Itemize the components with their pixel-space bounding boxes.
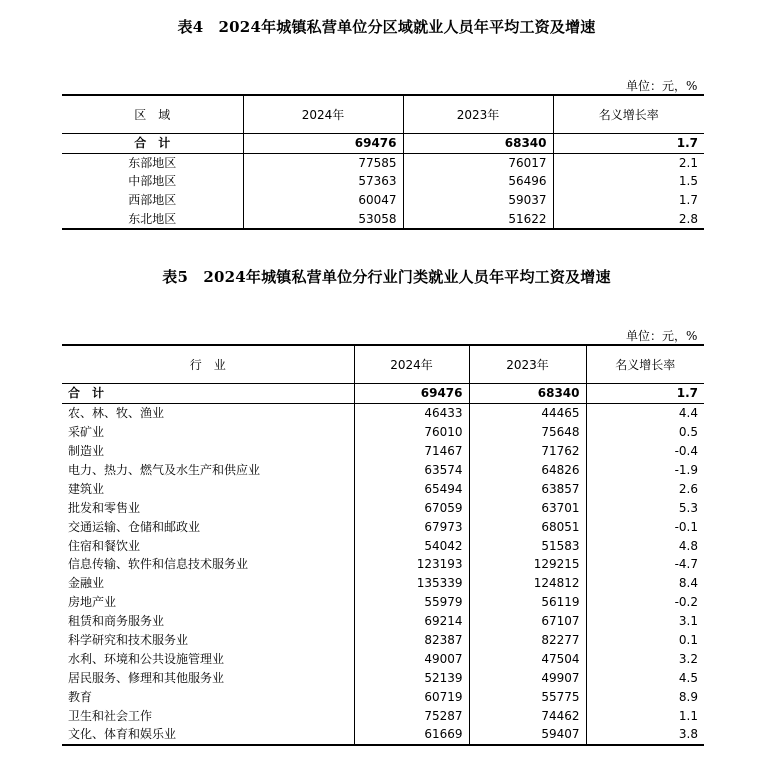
table5-header-2024: 2024年 — [354, 345, 469, 384]
table5-cell-2024: 67973 — [354, 517, 469, 536]
table4-cell-2024: 53058 — [243, 209, 403, 229]
table5-cell-growth: 8.9 — [586, 687, 704, 706]
table5-cell-2024: 135339 — [354, 574, 469, 593]
table4-cell-2023: 68340 — [403, 134, 553, 154]
table5-title: 表5 2024年城镇私营单位分行业门类就业人员年平均工资及增速 — [162, 268, 611, 286]
table5-cell-2023: 124812 — [469, 574, 586, 593]
table4-header-region: 区 域 — [62, 95, 243, 134]
table5-row — [62, 687, 704, 706]
table5-cell-2023: 67107 — [469, 612, 586, 631]
table5-industry-wages — [62, 344, 704, 746]
table5-row — [62, 706, 704, 725]
table4-header-growth: 名义增长率 — [553, 95, 704, 134]
table5-cell-2024: 46433 — [354, 403, 469, 422]
table5-cell-2023: 49907 — [469, 668, 586, 687]
table5-cell-growth: -4.7 — [586, 555, 704, 574]
table4-cell-2024: 77585 — [243, 153, 403, 172]
table5-cell-label: 卫生和社会工作 — [68, 708, 153, 723]
table5-row — [62, 668, 704, 687]
table5-cell-label: 文化、体育和娱乐业 — [68, 727, 177, 742]
table5-header-growth: 名义增长率 — [586, 345, 704, 384]
table5-cell-2024: 63574 — [354, 461, 469, 480]
table4-header-row — [62, 95, 704, 134]
table4-cell-growth: 1.5 — [553, 172, 704, 191]
table4-cell-label: 东部地区 — [128, 155, 177, 170]
table5-cell-growth: 8.4 — [586, 574, 704, 593]
table5-cell-2024: 49007 — [354, 649, 469, 668]
table5-cell-2024: 55979 — [354, 593, 469, 612]
table5-row — [62, 574, 704, 593]
table5-cell-2024: 69214 — [354, 612, 469, 631]
table5-cell-2023: 71762 — [469, 442, 586, 461]
table5-header-industry: 行 业 — [62, 345, 354, 384]
table5-cell-2023: 63857 — [469, 479, 586, 498]
table5-row — [62, 536, 704, 555]
table4-title: 表4 2024年城镇私营单位分区域就业人员年平均工资及增速 — [177, 18, 596, 36]
table5-row — [62, 725, 704, 745]
table5-cell-2024: 75287 — [354, 706, 469, 725]
table5-cell-2024: 123193 — [354, 555, 469, 574]
table5-cell-2024: 65494 — [354, 479, 469, 498]
table5-header-2023: 2023年 — [469, 345, 586, 384]
table5-cell-label: 信息传输、软件和信息技术服务业 — [68, 557, 249, 572]
table5-row — [62, 612, 704, 631]
table4-cell-2023: 59037 — [403, 191, 553, 210]
table5-cell-2023: 56119 — [469, 593, 586, 612]
table4-cell-2024: 69476 — [243, 134, 403, 154]
table5-total-row — [62, 384, 704, 404]
table4-cell-2023: 56496 — [403, 172, 553, 191]
table5-row — [62, 631, 704, 650]
table5-cell-2023: 59407 — [469, 725, 586, 745]
table4-row — [62, 191, 704, 210]
table4-header-2024: 2024年 — [243, 95, 403, 134]
table4-cell-growth: 2.8 — [553, 209, 704, 229]
table5-cell-growth: -0.4 — [586, 442, 704, 461]
table5-row — [62, 555, 704, 574]
table5-cell-label: 批发和零售业 — [68, 500, 141, 515]
table5-row — [62, 649, 704, 668]
table5-cell-2023: 55775 — [469, 687, 586, 706]
table4-cell-growth: 1.7 — [553, 134, 704, 154]
table5-cell-growth: 3.1 — [586, 612, 704, 631]
table4-cell-label: 中部地区 — [128, 174, 177, 189]
table5-cell-2024: 60719 — [354, 687, 469, 706]
table4-cell-label: 合 计 — [62, 134, 243, 154]
table4-cell-2023: 76017 — [403, 153, 553, 172]
table4-cell-growth: 1.7 — [553, 191, 704, 210]
table5-cell-growth: 4.5 — [586, 668, 704, 687]
table5-cell-growth: -1.9 — [586, 461, 704, 480]
table5-cell-label: 金融业 — [68, 576, 105, 591]
table5-cell-growth: -0.2 — [586, 593, 704, 612]
table4-row — [62, 209, 704, 229]
table5-cell-label: 交通运输、仓储和邮政业 — [68, 519, 201, 534]
table5-header-row — [62, 345, 704, 384]
table5-cell-2023: 129215 — [469, 555, 586, 574]
table5-cell-2024: 67059 — [354, 498, 469, 517]
table5-cell-2023: 68051 — [469, 517, 586, 536]
table5-cell-growth: 5.3 — [586, 498, 704, 517]
table5-cell-2024: 69476 — [354, 384, 469, 404]
table5-cell-label: 房地产业 — [68, 595, 117, 610]
table4-cell-label: 西部地区 — [128, 193, 177, 208]
table4-row — [62, 153, 704, 172]
table5-cell-growth: 1.7 — [586, 384, 704, 404]
table5-cell-2023: 44465 — [469, 403, 586, 422]
table4-header-2023: 2023年 — [403, 95, 553, 134]
table5-row — [62, 423, 704, 442]
table5-cell-label: 建筑业 — [68, 481, 105, 496]
table5-row — [62, 403, 704, 422]
table5-cell-growth: 4.4 — [586, 403, 704, 422]
table5-cell-label: 制造业 — [68, 444, 105, 459]
table5-row — [62, 479, 704, 498]
table4-total-row — [62, 134, 704, 154]
table5-cell-2024: 76010 — [354, 423, 469, 442]
table4-unit: 单位：元，% — [626, 79, 698, 93]
table5-unit: 单位：元，% — [626, 329, 698, 343]
table5-cell-label: 租赁和商务服务业 — [68, 614, 165, 629]
table5-cell-label: 采矿业 — [68, 425, 105, 440]
table4-cell-label: 东北地区 — [128, 211, 177, 226]
table5-cell-label: 合 计 — [62, 384, 354, 404]
table5-cell-2024: 54042 — [354, 536, 469, 555]
table5-cell-2024: 71467 — [354, 442, 469, 461]
table5-cell-growth: 0.5 — [586, 423, 704, 442]
table4-cell-growth: 2.1 — [553, 153, 704, 172]
table5-cell-growth: -0.1 — [586, 517, 704, 536]
table5-cell-label: 科学研究和技术服务业 — [68, 633, 189, 648]
table5-cell-2023: 75648 — [469, 423, 586, 442]
table5-row — [62, 498, 704, 517]
table5-cell-2023: 82277 — [469, 631, 586, 650]
table5-row — [62, 517, 704, 536]
table5-row — [62, 442, 704, 461]
table5-cell-2023: 47504 — [469, 649, 586, 668]
table4-cell-2024: 60047 — [243, 191, 403, 210]
table4-cell-2024: 57363 — [243, 172, 403, 191]
table5-row — [62, 593, 704, 612]
table5-cell-2023: 68340 — [469, 384, 586, 404]
table5-cell-label: 水利、环境和公共设施管理业 — [68, 651, 225, 666]
table5-cell-label: 农、林、牧、渔业 — [68, 406, 165, 421]
table5-cell-2024: 52139 — [354, 668, 469, 687]
table5-cell-growth: 1.1 — [586, 706, 704, 725]
table5-cell-2024: 82387 — [354, 631, 469, 650]
table5-cell-label: 住宿和餐饮业 — [68, 538, 141, 553]
table4-row — [62, 172, 704, 191]
table5-cell-label: 电力、热力、燃气及水生产和供应业 — [68, 463, 261, 477]
table5-cell-growth: 2.6 — [586, 479, 704, 498]
table5-cell-growth: 0.1 — [586, 631, 704, 650]
table5-cell-2023: 74462 — [469, 706, 586, 725]
table5-cell-growth: 3.2 — [586, 649, 704, 668]
table5-cell-growth: 4.8 — [586, 536, 704, 555]
table5-cell-2023: 51583 — [469, 536, 586, 555]
table4-cell-2023: 51622 — [403, 209, 553, 229]
table5-row — [62, 461, 704, 480]
table5-cell-label: 居民服务、修理和其他服务业 — [68, 670, 225, 685]
table5-cell-2023: 64826 — [469, 461, 586, 480]
table5-cell-2024: 61669 — [354, 725, 469, 745]
table5-cell-2023: 63701 — [469, 498, 586, 517]
table5-cell-label: 教育 — [68, 689, 93, 704]
table4-region-wages — [62, 94, 704, 230]
table5-cell-growth: 3.8 — [586, 725, 704, 745]
